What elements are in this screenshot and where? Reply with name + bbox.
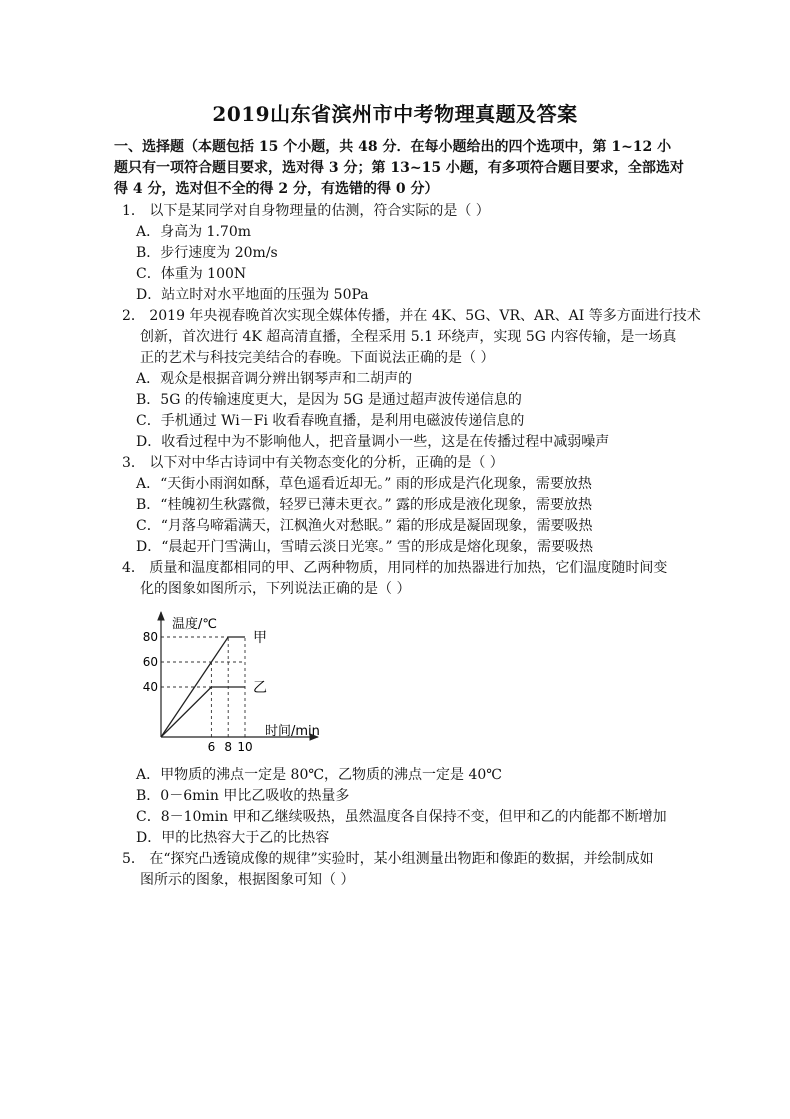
chart-series-group [161,630,267,737]
question-1-option-d: D．站立时对水平地面的压强为 50Pa [136,287,369,303]
x-tick-label-8: 8 [224,740,233,754]
question-1-stem: 1． 以下是某同学对自身物理量的估测，符合实际的是（ ） [122,203,490,219]
x-tick-label-10: 10 [237,740,253,754]
temperature-time-chart [142,602,348,754]
question-4-stem-line-2: 化的图象如图所示，下列说法正确的是（ ） [140,581,411,597]
question-2-option-c: C．手机通过 Wi－Fi 收看春晚直播，是利用电磁波传递信息的 [136,413,525,429]
page-title: 2019山东省滨州市中考物理真题及答案 [212,102,578,126]
section-heading: 一、选择题（本题包括 15 个小题，共 48 分．在每小题给出的四个选项中，第 1~12 小题只有一项符合题目要求，选对得 3 分；第 13~15 小题，有多项符合题目要求，全部选对得 4 分，选对但不全的得 2 分，有选错的得 0 分） [114,139,684,197]
question-5-stem-line-2: 图所示的图象，根据图象可知（ ） [140,872,355,888]
question-3-option-c: C．“月落乌啼霜满天，江枫渔火对愁眠。” 霜的形成是凝固现象，需要吸热 [136,518,593,534]
x-tick-label-6: 6 [207,740,216,754]
question-4-option-b: B．0－6min 甲比乙吸收的热量多 [136,788,350,804]
question-2-stem-line-2: 创新，首次进行 4K 超高清直播，全程采用 5.1 环绕声，实现 5G 内容传输，是一场真 [140,329,677,345]
series-label-jia: 甲 [253,630,267,646]
question-4-option-c: C．8－10min 甲和乙继续吸热，虽然温度各自保持不变，但甲和乙的内能都不断增加 [136,809,667,825]
question-3-option-b: B．“桂魄初生秋露微，轻罗已薄未更衣。” 露的形成是液化现象，需要放热 [136,497,593,513]
question-2-option-d: D．收看过程中为不影响他人，把音量调小一些，这是在传播过程中减弱噪声 [136,434,610,450]
question-3-option-d: D．“晨起开门雪满山，雪晴云淡日光寒。” 雪的形成是熔化现象，需要吸热 [136,539,593,555]
question-2-stem-line-1: 2． 2019 年央视春晚首次实现全媒体传播，并在 4K、5G、VR、AR、AI 等多方面进行技术 [122,308,701,324]
question-4-stem-line-1: 4． 质量和温度都相同的甲、乙两种物质，用同样的加热器进行加热，它们温度随时间变 [122,560,668,576]
question-1-option-b: B．步行速度为 20m/s [136,245,278,261]
question-4-option-a: A．甲物质的沸点一定是 80℃，乙物质的沸点一定是 40℃ [136,767,502,783]
question-3-stem: 3． 以下对中华古诗词中有关物态变化的分析，正确的是（ ） [122,455,504,471]
series-label-yi: 乙 [253,680,267,696]
y-axis-label: 温度/℃ [172,617,217,632]
question-1-option-a: A．身高为 1.70m [136,224,252,240]
chart-tick-labels [143,630,253,754]
question-2-option-b: B．5G 的传输速度更大，是因为 5G 是通过超声波传递信息的 [136,392,522,408]
question-2-stem-line-3: 正的艺术与科技完美结合的春晚。下面说法正确的是（ ） [140,350,495,366]
question-5-stem-line-1: 5． 在“探究凸透镜成像的规律”实验时，某小组测量出物距和像距的数据，并绘制成如 [122,851,654,867]
y-tick-label-40: 40 [142,680,158,694]
question-3-option-a: A．“天街小雨润如酥，草色遥看近却无。” 雨的形成是汽化现象，需要放热 [136,476,592,492]
series-line-yi [161,687,245,737]
x-axis-label: 时间/min [265,724,320,739]
question-1-option-c: C．体重为 100N [136,266,247,282]
y-tick-label-60: 60 [142,655,158,669]
question-4-option-d: D．甲的比热容大于乙的比热容 [136,830,330,846]
y-tick-label-80: 80 [142,630,158,644]
question-2-option-a: A．观众是根据音调分辨出钢琴声和二胡声的 [136,371,413,387]
